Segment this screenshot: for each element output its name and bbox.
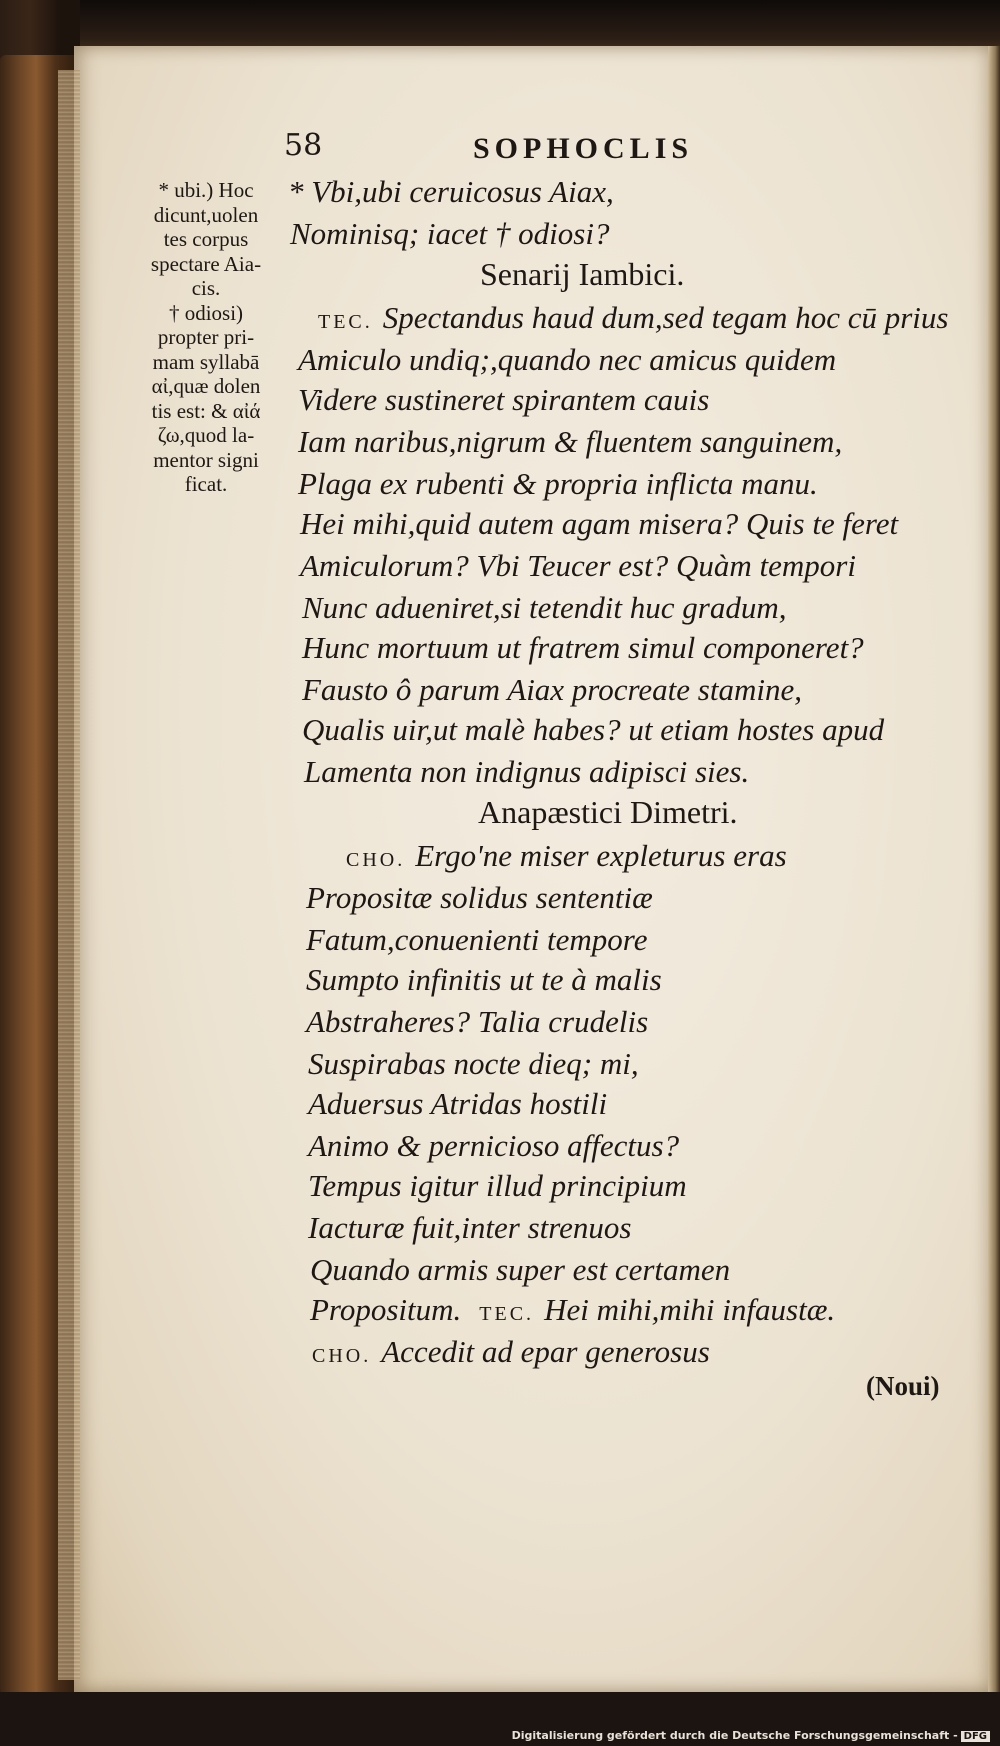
verse-line (310, 1292, 835, 1328)
verse-line: Nominisq; iacet † odiosi? (290, 216, 610, 251)
dfg-logo: DFG (961, 1731, 990, 1742)
verse-line (312, 1334, 710, 1370)
verse-line: Nunc adueniret,si tetendit huc gradum, (302, 590, 787, 625)
verse-line: Iacturæ fuit,inter strenuos (308, 1210, 632, 1245)
speaker-label: TEC. (318, 311, 373, 333)
verse-line: Abstraheres? Talia crudelis (306, 1004, 649, 1039)
verse-line (346, 838, 787, 874)
speaker-label: CHO. (312, 1345, 372, 1367)
margin-note-line: mam syllabā (152, 349, 260, 374)
page-number: 58 (284, 128, 323, 163)
verse-line: Hunc mortuum ut fratrem simul componeret? (302, 630, 864, 665)
verse-line: Suspirabas nocte dieq; mi, (308, 1046, 639, 1081)
margin-note-line: αἰ,quæ dolen (151, 374, 261, 398)
margin-note-line: ficat. (184, 472, 228, 496)
verse-line: Qualis uir,ut malè habes? ut etiam hostes apud (302, 712, 885, 747)
bottom-band (0, 1692, 1000, 1746)
verse-line: Tempus igitur illud principium (308, 1168, 687, 1203)
margin-note-line: mentor signi (153, 447, 259, 472)
verse-line: Plaga ex rubenti & propria inflicta manu. (298, 466, 818, 501)
verse-text-span: Ergo'ne miser expleturus eras (415, 838, 787, 873)
verse-line: Fatum,conuenienti tempore (306, 922, 648, 957)
page-stack-edge (58, 70, 80, 1680)
verse-line: Animo & pernicioso affectus? (308, 1128, 680, 1163)
section-heading-anapaestici: Anapæstici Dimetri. (478, 794, 738, 830)
section-heading-senarii: Senarij Iambici. (480, 256, 685, 292)
margin-note-line: * ubi.) Hoc (158, 178, 254, 202)
page-header (0, 128, 1000, 168)
margin-note-line: spectare Aia- (150, 251, 262, 276)
running-title: SOPHOCLIS (473, 132, 694, 165)
verse-line: Hei mihi,quid autem agam misera? Quis te feret (300, 506, 899, 541)
digitization-credit (512, 1729, 990, 1742)
verse-text-span: Spectandus haud dum,sed tegam hoc cū prius (382, 300, 949, 335)
margin-note-line: ζω,quod la- (157, 423, 255, 447)
verse-line: Amiculorum? Vbi Teucer est? Quàm tempori (300, 548, 856, 583)
margin-note (124, 178, 288, 497)
speaker-label: CHO. (346, 849, 406, 871)
verse-line: Videre sustineret spirantem cauis (298, 382, 710, 417)
speaker-label: TEC. (479, 1303, 535, 1325)
verse-text-span: Hei mihi,mihi infaustæ. (544, 1292, 836, 1327)
verse-line: * Vbi,ubi ceruicosus Aiax, (288, 174, 614, 209)
verse-line: Aduersus Atridas hostili (308, 1086, 608, 1121)
verse-line: Quando armis super est certamen (310, 1252, 731, 1287)
verse-line (318, 300, 948, 336)
verse-text-span: Propositum. (310, 1292, 462, 1327)
verse-line: Sumpto infinitis ut te à malis (306, 962, 662, 997)
verse-line: Iam naribus,nigrum & fluentem sanguinem, (298, 424, 843, 459)
margin-note-line: tes corpus (163, 227, 249, 251)
verse-line: Lamenta non indignus adipisci sies. (304, 754, 750, 789)
page-right-edge (988, 46, 1000, 1692)
verse-line: Fausto ô parum Aiax procreate stamine, (302, 672, 802, 707)
verse-line: Amiculo undiq;,quando nec amicus quidem (298, 342, 837, 377)
margin-note-line: † odiosi) (168, 300, 244, 325)
catchword: (Noui) (866, 1371, 940, 1401)
margin-note-line: dicunt,uolen (153, 202, 259, 227)
margin-note-line: propter pri- (157, 325, 255, 349)
margin-note-line: tis est: & αἰά (151, 398, 261, 423)
margin-note-line: cis. (191, 276, 221, 300)
credit-text: Digitalisierung gefördert durch die Deutsche Forschungsgemeinschaft - (511, 1729, 958, 1742)
verse-text-span: Accedit ad epar generosus (381, 1334, 710, 1369)
verse-line: Propositæ solidus sententiæ (306, 880, 653, 915)
